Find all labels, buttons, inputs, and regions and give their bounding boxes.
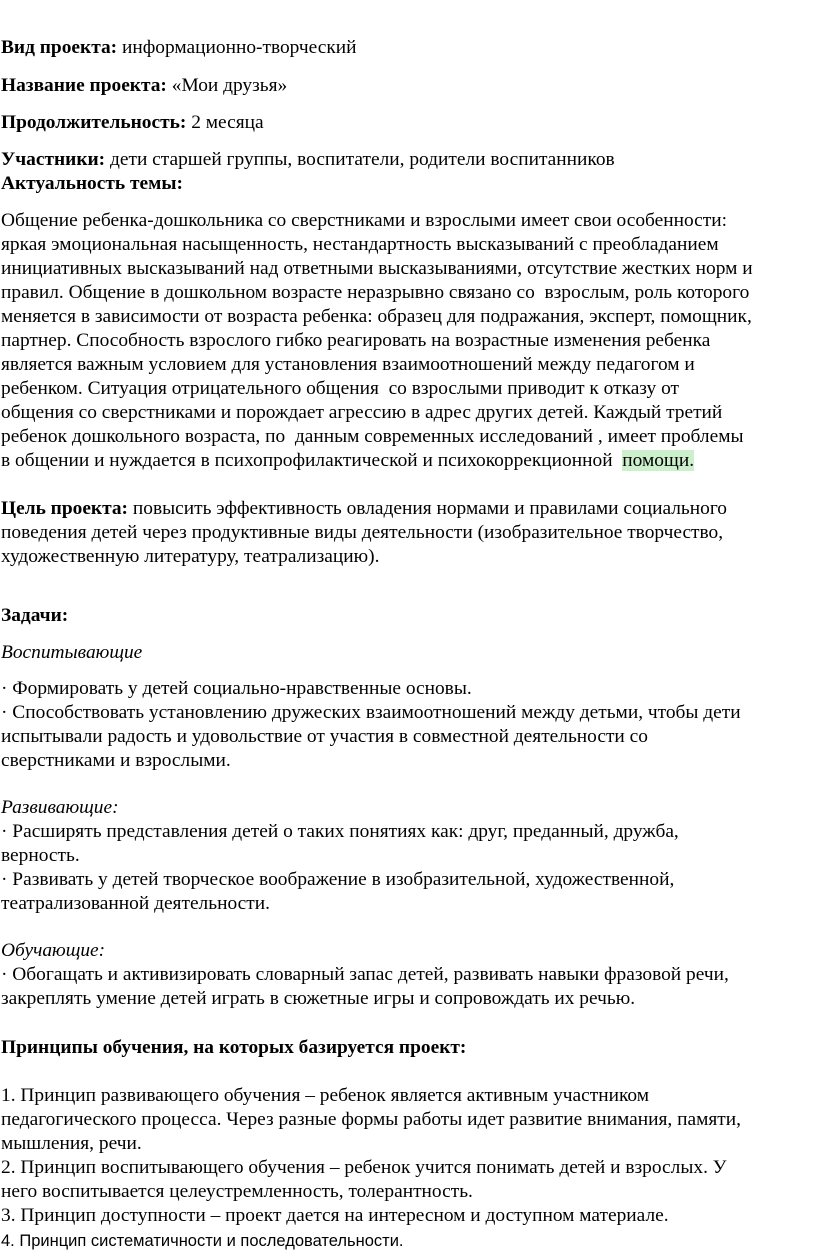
goal-first-line: повысить эффективность овладения нормами и правилами социального — [132, 498, 727, 519]
principle-line: 2. Принцип воспитывающего обучения – ребенок учится понимать детей и взрослых. У — [1, 1157, 727, 1178]
goal-line: художественную литературу, театрализацию). — [1, 546, 380, 567]
developing-title: Развивающие: — [1, 797, 119, 818]
task-line: · Развивать у детей творческое воображение в изобразительной, художественной, — [1, 869, 675, 890]
project-duration-value: 2 месяца — [191, 112, 264, 133]
project-name-label: Название проекта: — [1, 75, 167, 96]
principle-line: 1. Принцип развивающего обучения – ребенок является активным участником — [1, 1085, 649, 1106]
project-type — [1, 36, 357, 60]
task-line: · Способствовать установлению дружеских взаимоотношений между детьми, чтобы дети — [1, 702, 741, 723]
task-line: · Формировать у детей социально-нравственные основы. — [1, 678, 472, 699]
project-participants — [1, 148, 615, 172]
relevance-line: является важным условием для установления взаимоотношений между педагогом и — [1, 354, 695, 375]
principle-line: мышления, речи. — [1, 1133, 142, 1154]
principle-line-last: 4. Принцип систематичности и последовательности. — [1, 1232, 404, 1250]
relevance-line: яркая эмоциональная насыщенность, нестандартность высказываний с преобладанием — [1, 234, 719, 255]
relevance-last-text: в общении и нуждается в психопрофилактической и психокоррекционной — [1, 450, 623, 471]
relevance-heading: Актуальность темы: — [1, 173, 183, 194]
task-line: · Обогащать и активизировать словарный запас детей, развивать навыки фразовой речи, — [1, 964, 729, 985]
educational-title: Воспитывающие — [1, 642, 143, 663]
principle-line: 3. Принцип доступности – проект дается на интересном и доступном материале. — [1, 1205, 669, 1226]
relevance-line: инициативных высказываний над ответными высказываниями, отсутствие жестких норм и — [1, 258, 753, 279]
tasks-heading: Задачи: — [1, 605, 69, 626]
relevance-line: правил. Общение в дошкольном возрасте неразрывно связано со взрослым, роль которого — [1, 282, 750, 303]
task-line: театрализованной деятельности. — [1, 893, 270, 914]
relevance-line-last — [1, 449, 694, 473]
project-type-value: информационно-творческий — [121, 37, 357, 58]
principle-line: педагогического процесса. Через разные формы работы идет развитие внимания, памяти, — [1, 1109, 741, 1130]
task-line: верность. — [1, 845, 80, 866]
goal-line: поведения детей через продуктивные виды деятельности (изобразительное творчество, — [1, 522, 724, 543]
relevance-line: ребенком. Ситуация отрицательного общения со взрослыми приводит к отказу от — [1, 378, 680, 399]
task-line: сверстниками и взрослыми. — [1, 750, 231, 771]
relevance-line: Общение ребенка-дошкольника со сверстниками и взрослыми имеет свои особенности: — [1, 210, 728, 231]
relevance-line: общения со сверстниками и порождает агрессию в адрес других детей. Каждый третий — [1, 402, 723, 423]
project-duration-label: Продолжительность: — [1, 112, 187, 133]
project-duration — [1, 111, 264, 135]
relevance-line: ребенок дошкольного возраста, по данным современных исследований , имеет проблемы — [1, 426, 744, 447]
project-participants-value: дети старшей группы, воспитатели, родители воспитанников — [110, 149, 615, 170]
teaching-title: Обучающие: — [1, 940, 106, 961]
relevance-line: партнер. Способность взрослого гибко реагировать на возрастные изменения ребенка — [1, 330, 711, 351]
principles-heading: Принципы обучения, на которых базируется проект: — [1, 1037, 467, 1058]
relevance-line: меняется в зависимости от возраста ребенка: образец для подражания, эксперт, помощник, — [1, 306, 752, 327]
principle-line: него воспитывается целеустремленность, толерантность. — [1, 1181, 473, 1202]
goal-line — [1, 497, 727, 521]
task-line: · Расширять представления детей о таких понятиях как: друг, преданный, дружба, — [1, 821, 679, 842]
task-line: испытывали радость и удовольствие от участия в совместной деятельности со — [1, 726, 648, 747]
project-type-label: Вид проекта: — [1, 37, 118, 58]
highlighted-word: помощи. — [622, 450, 695, 471]
project-name-value: «Мои друзья» — [171, 75, 288, 96]
task-line: закреплять умение детей играть в сюжетные игры и сопровождать их речью. — [1, 988, 636, 1009]
goal-label: Цель проекта: — [1, 498, 129, 519]
project-participants-label: Участники: — [1, 149, 106, 170]
project-name — [1, 74, 287, 98]
